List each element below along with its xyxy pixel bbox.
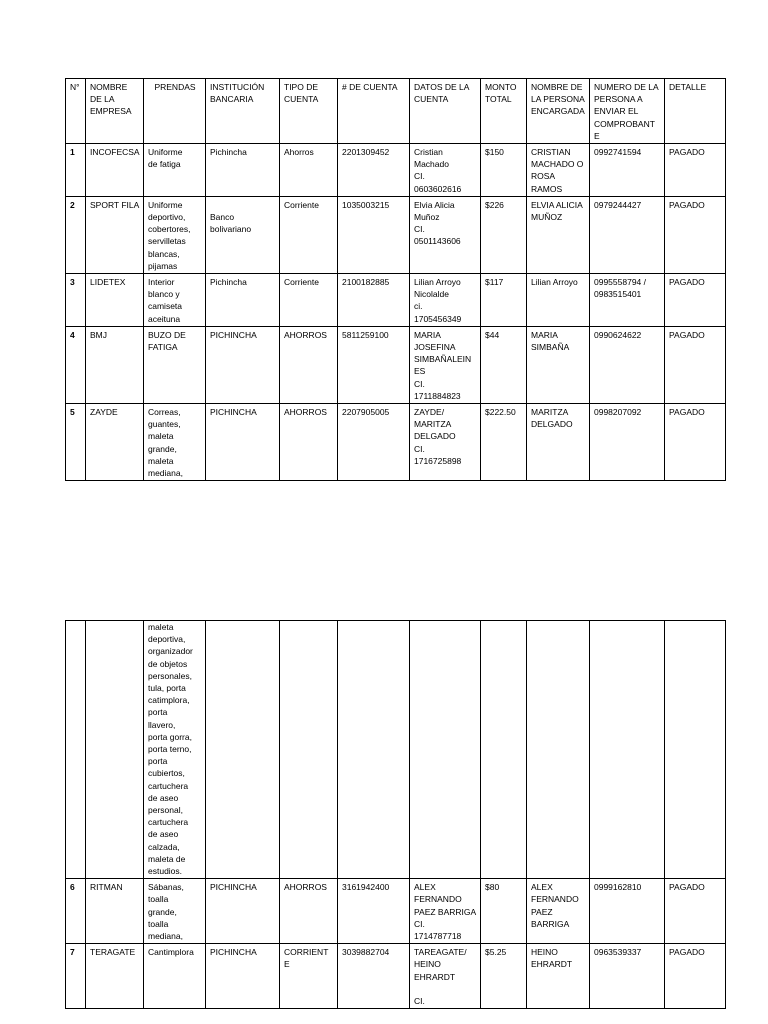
cell-detail: PAGADO: [665, 944, 726, 1009]
header-row: [66, 79, 726, 144]
table-row: [66, 274, 726, 327]
cell-account-number: 2207905005: [338, 404, 410, 481]
table-row: [66, 404, 726, 481]
header-company: NOMBRE DE LA EMPRESA: [86, 79, 144, 144]
cell-number: 3: [66, 274, 86, 327]
cell-account-type: AHORROS: [280, 879, 338, 944]
cell-account-number: 3161942400: [338, 879, 410, 944]
cell-total: $44: [481, 326, 527, 403]
cell-contact-phone: 0992741594: [590, 144, 665, 197]
cell-account-number: 2100182885: [338, 274, 410, 327]
cell-contact-phone: 0995558794 / 0983515401: [590, 274, 665, 327]
cell-company: [86, 621, 144, 879]
cell-number: 1: [66, 144, 86, 197]
cell-account-type: Corriente: [280, 196, 338, 273]
cell-contact-name: ELVIA ALICIA MUÑOZ: [527, 196, 590, 273]
cell-bank: PICHINCHA: [206, 944, 280, 1009]
cell-account-type: AHORROS: [280, 326, 338, 403]
cell-account-type: Corriente: [280, 274, 338, 327]
cell-detail: [665, 621, 726, 879]
header-total: MONTO TOTAL: [481, 79, 527, 144]
header-contact-name: NOMBRE DE LA PERSONA ENCARGADA: [527, 79, 590, 144]
header-account-number: # DE CUENTA: [338, 79, 410, 144]
cell-garments: Sábanas, toalla grande, toalla mediana,: [144, 879, 206, 944]
cell-bank: Pichincha: [206, 274, 280, 327]
header-bank: INSTITUCIÓN BANCARIA: [206, 79, 280, 144]
cell-total: $150: [481, 144, 527, 197]
table-row: [66, 879, 726, 944]
payments-table-page-1: [65, 78, 726, 481]
cell-bank: [206, 621, 280, 879]
cell-company: INCOFECSA: [86, 144, 144, 197]
cell-account-data: Cristian Machado CI. 0603602616: [410, 144, 481, 197]
cell-contact-phone: [590, 621, 665, 879]
cell-contact-name: Lilian Arroyo: [527, 274, 590, 327]
header-detail: DETALLE: [665, 79, 726, 144]
cell-account-data: ALEX FERNANDO PAEZ BARRIGA CI. 1714787718: [410, 879, 481, 944]
cell-total: [481, 621, 527, 879]
cell-number: 2: [66, 196, 86, 273]
cell-total: $117: [481, 274, 527, 327]
cell-account-type: CORRIENTE: [280, 944, 338, 1009]
cell-garments: Correas, guantes, maleta grande, maleta mediana,: [144, 404, 206, 481]
cell-total: $226: [481, 196, 527, 273]
cell-detail: PAGADO: [665, 274, 726, 327]
cell-account-number: 1035003215: [338, 196, 410, 273]
cell-account-type: [280, 621, 338, 879]
cell-contact-phone: 0979244427: [590, 196, 665, 273]
cell-total: $80: [481, 879, 527, 944]
cell-total: $222.50: [481, 404, 527, 481]
cell-garments: Uniforme de fatiga: [144, 144, 206, 197]
table-row: [66, 144, 726, 197]
cell-number: 5: [66, 404, 86, 481]
cell-bank: PICHINCHA: [206, 404, 280, 481]
cell-account-number: 5811259100: [338, 326, 410, 403]
cell-contact-phone: 0999162810: [590, 879, 665, 944]
table-row: [66, 196, 726, 273]
payments-table-page-2: [65, 620, 726, 1009]
header-number: N°: [66, 79, 86, 144]
cell-total: $5.25: [481, 944, 527, 1009]
cell-contact-name: ALEX FERNANDO PAEZ BARRIGA: [527, 879, 590, 944]
cell-company: TERAGATE: [86, 944, 144, 1009]
cell-contact-name: [527, 621, 590, 879]
cell-detail: PAGADO: [665, 196, 726, 273]
cell-garments: BUZO DE FATIGA: [144, 326, 206, 403]
cell-account-number: 3039882704: [338, 944, 410, 1009]
cell-bank: PICHINCHA: [206, 326, 280, 403]
cell-contact-phone: 0963539337: [590, 944, 665, 1009]
cell-account-data: MARIA JOSEFINA SIMBAÑALEIN ES CI. 1711884823: [410, 326, 481, 403]
cell-bank: PICHINCHA: [206, 879, 280, 944]
cell-garments: Interior blanco y camiseta aceituna: [144, 274, 206, 327]
cell-contact-phone: 0998207092: [590, 404, 665, 481]
cell-account-data: TAREAGATE/ HEINO EHRARDT CI.: [410, 944, 481, 1009]
cell-contact-name: HEINO EHRARDT: [527, 944, 590, 1009]
table-row: [66, 326, 726, 403]
table-row: [66, 944, 726, 1009]
cell-number: 6: [66, 879, 86, 944]
cell-account-type: AHORROS: [280, 404, 338, 481]
header-account-data: DATOS DE LA CUENTA: [410, 79, 481, 144]
cell-account-data: [410, 621, 481, 879]
cell-number: 4: [66, 326, 86, 403]
cell-company: BMJ: [86, 326, 144, 403]
cell-number: [66, 621, 86, 879]
cell-company: RITMAN: [86, 879, 144, 944]
table-row-continuation: [66, 621, 726, 879]
cell-bank: Pichincha: [206, 144, 280, 197]
cell-detail: PAGADO: [665, 144, 726, 197]
cell-account-data: ZAYDE/ MARITZA DELGADO CI. 1716725898: [410, 404, 481, 481]
cell-account-data: Elvia Alicia Muñoz CI. 0501143606: [410, 196, 481, 273]
cell-detail: PAGADO: [665, 326, 726, 403]
cell-number: 7: [66, 944, 86, 1009]
cell-company: LIDETEX: [86, 274, 144, 327]
cell-garments: maleta deportiva, organizador de objetos personales, tula, porta catimplora, porta llavero, porta gorra, porta terno, porta cubiertos, cartuchera de aseo personal, cartuchera de aseo calzada, maleta de estudios.: [144, 621, 206, 879]
header-contact-phone: NUMERO DE LA PERSONA A ENVIAR EL COMPROBANT E: [590, 79, 665, 144]
cell-garments: Uniforme deportivo, cobertores, servilletas blancas, pijamas: [144, 196, 206, 273]
cell-contact-phone: 0990624622: [590, 326, 665, 403]
cell-account-data: Lilian Arroyo Nicolalde ci. 1705456349: [410, 274, 481, 327]
cell-contact-name: MARITZA DELGADO: [527, 404, 590, 481]
header-account-type: TIPO DE CUENTA: [280, 79, 338, 144]
cell-garments: Cantimplora: [144, 944, 206, 1009]
cell-contact-name: CRISTIAN MACHADO O ROSA RAMOS: [527, 144, 590, 197]
cell-account-number: [338, 621, 410, 879]
cell-account-number: 2201309452: [338, 144, 410, 197]
cell-contact-name: MARIA SIMBAÑA: [527, 326, 590, 403]
cell-company: SPORT FILA: [86, 196, 144, 273]
cell-company: ZAYDE: [86, 404, 144, 481]
cell-detail: PAGADO: [665, 404, 726, 481]
cell-detail: PAGADO: [665, 879, 726, 944]
cell-bank: Banco bolivariano: [206, 196, 280, 273]
header-garments: PRENDAS: [144, 79, 206, 144]
cell-account-type: Ahorros: [280, 144, 338, 197]
